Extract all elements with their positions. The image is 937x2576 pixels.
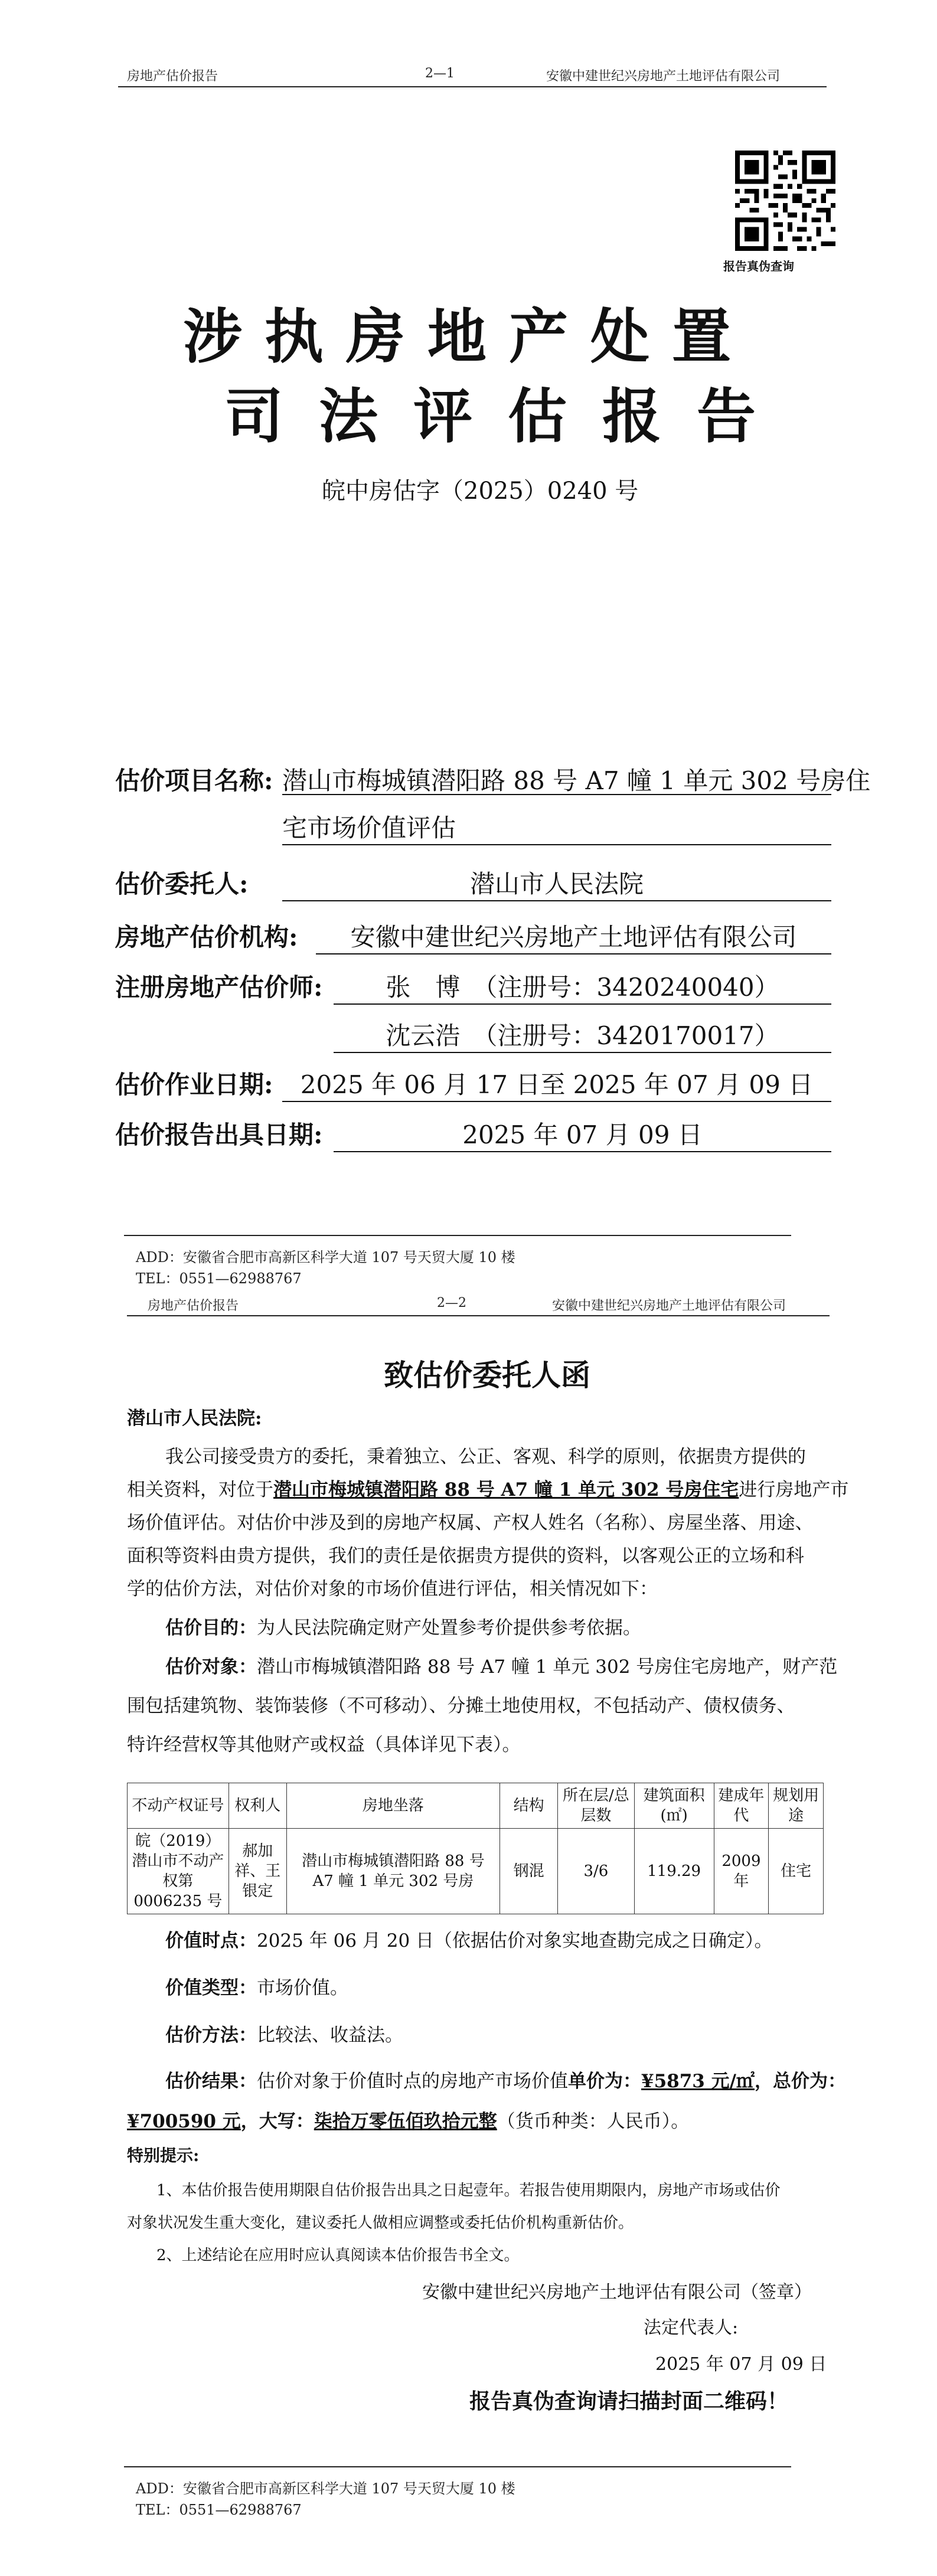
footer-tel: TEL：0551—62988767	[136, 1270, 302, 1287]
table-cell: 钢混	[500, 1829, 558, 1914]
method-label: 估价方法：	[165, 2025, 257, 2046]
signature-date: 2025 年 07 月 09 日	[655, 2354, 827, 2375]
method-text: 比较法、收益法。	[257, 2025, 403, 2046]
value-time-line	[165, 1924, 773, 1957]
agency-label: 房地产估价机构:	[115, 923, 298, 952]
table-header: 结构	[500, 1783, 558, 1829]
total-price-label: ，总价为：	[754, 2071, 846, 2092]
page-header-left: 房地产估价报告	[127, 69, 218, 84]
note2: 2、上述结论在应用时应认真阅读本估价报告书全文。	[156, 2247, 520, 2264]
issue-date-value: 2025 年 07 月 09 日	[334, 1116, 831, 1152]
qr-code-icon[interactable]	[735, 151, 835, 251]
table-cell: 皖（2019）潜山市不动产权第 0006235 号	[128, 1829, 229, 1914]
para1-line3: 场价值评估。对估价中涉及到的房地产权属、产权人姓名（名称）、房屋坐落、用途、	[127, 1512, 814, 1534]
table-cell: 2009 年	[714, 1829, 769, 1914]
project-underline	[282, 794, 831, 795]
para1-line2-post: 进行房地产市	[739, 1479, 849, 1501]
table-header: 规划用途	[769, 1783, 824, 1829]
table-header-row	[128, 1783, 824, 1829]
currency-note: （货币种类：人民币）。	[497, 2111, 690, 2132]
method-line	[165, 2019, 403, 2052]
para1-line2-pre: 相关资料，对位于	[127, 1479, 273, 1501]
letter-title: 致估价委托人函	[384, 1358, 590, 1392]
unit-price-value: ¥5873 元/㎡	[641, 2071, 755, 2092]
table-cell: 住宅	[769, 1829, 824, 1914]
value-time-label: 价值时点：	[165, 1930, 257, 1951]
property-table	[127, 1783, 824, 1914]
project-value-line1: 潜山市梅城镇潜阳路 88 号 A7 幢 1 单元 302 号房住	[282, 766, 871, 795]
table-header: 权利人	[228, 1783, 286, 1829]
page-header-company: 安徽中建世纪兴房地产土地评估有限公司	[552, 1299, 786, 1313]
value-type-line	[165, 1972, 348, 2005]
work-date-label: 估价作业日期:	[115, 1070, 273, 1099]
result-line2	[127, 2105, 689, 2138]
footer-tel: TEL：0551—62988767	[136, 2502, 302, 2518]
result-label: 估价结果：	[165, 2071, 257, 2092]
client-label: 估价委托人:	[115, 869, 249, 898]
para1-line1: 我公司接受贵方的委托，秉着独立、公正、客观、科学的原则，依据贵方提供的	[165, 1446, 806, 1467]
para1-line2	[127, 1473, 848, 1506]
report-title-line1: 涉执房地产处置	[183, 302, 753, 371]
page-header-left: 房地产估价报告	[148, 1299, 239, 1313]
page-header-number: 2—2	[437, 1296, 466, 1310]
purpose-label: 估价目的：	[165, 1617, 257, 1639]
appraiser-label: 注册房地产估价师:	[115, 973, 323, 1002]
para1-line4: 面积等资料由贵方提供，我们的责任是依据贵方提供的资料，以客观公正的立场和科	[127, 1545, 804, 1567]
property-address: 潜山市梅城镇潜阳路 88 号 A7 幢 1 单元 302 号房住宅	[273, 1479, 739, 1501]
qr-caption: 报告真伪查询	[723, 259, 794, 273]
page-header-company: 安徽中建世纪兴房地产土地评估有限公司	[546, 69, 781, 84]
work-date-value: 2025 年 06 月 17 日至 2025 年 07 月 09 日	[282, 1065, 831, 1102]
table-cell: 潜山市梅城镇潜阳路 88 号 A7 幢 1 单元 302 号房	[286, 1829, 499, 1914]
signature-representative: 法定代表人:	[644, 2317, 739, 2338]
object-text-1: 潜山市梅城镇潜阳路 88 号 A7 幢 1 单元 302 号房住宅房地产，财产范	[257, 1656, 838, 1678]
result-text: 估价对象于价值时点的房地产市场价值	[257, 2071, 568, 2092]
object-line2: 围包括建筑物、装饰装修（不可移动）、分摊土地使用权，不包括动产、债权债务、	[127, 1695, 795, 1717]
agency-value: 安徽中建世纪兴房地产土地评估有限公司	[316, 918, 831, 954]
table-header: 所在层/总层数	[558, 1783, 635, 1829]
table-cell: 3/6	[558, 1829, 635, 1914]
issue-date-label: 估价报告出具日期:	[115, 1120, 323, 1149]
signature-company: 安徽中建世纪兴房地产土地评估有限公司（签章）	[422, 2282, 812, 2303]
table-row	[128, 1829, 824, 1914]
table-header: 房地坐落	[286, 1783, 499, 1829]
object-label: 估价对象：	[165, 1656, 257, 1678]
header-rule	[127, 1315, 830, 1316]
header-rule	[118, 86, 827, 87]
object-line1	[165, 1650, 837, 1683]
result-line1	[165, 2065, 846, 2098]
note1-line2: 对象状况发生重大变化，建议委托人做相应调整或委托估价机构重新估价。	[127, 2214, 634, 2232]
table-cell: 119.29	[634, 1829, 714, 1914]
table-cell: 郝加祥、王银定	[228, 1829, 286, 1914]
para1-line5: 学的估价方法，对估价对象的市场价值进行评估，相关情况如下：	[127, 1578, 658, 1600]
client-value: 潜山市人民法院	[282, 865, 831, 901]
qr-verification-notice: 报告真伪查询请扫描封面二维码！	[469, 2389, 789, 2414]
report-title-line2: 司法评估报告	[224, 381, 791, 451]
object-line3: 特许经营权等其他财产或权益（具体详见下表）。	[127, 1734, 521, 1756]
purpose-line	[165, 1611, 641, 1645]
project-label: 估价项目名称:	[115, 766, 273, 795]
appraiser-1: 张 博 （注册号：3420240040）	[334, 968, 831, 1005]
note1-line1: 1、本估价报告使用期限自估价报告出具之日起壹年。若报告使用期限内，房地产市场或估价	[156, 2182, 781, 2199]
page-header-number: 2—1	[425, 66, 455, 81]
project-value-line2: 宅市场价值评估	[282, 809, 831, 845]
appraiser-2: 沈云浩 （注册号：3420170017）	[334, 1016, 831, 1053]
capital-amount-value: 柒拾万零伍佰玖拾元整	[314, 2111, 497, 2132]
addressee: 潜山市人民法院:	[127, 1408, 262, 1429]
capital-amount-label: ，大写：	[240, 2111, 314, 2132]
footer-address: ADD：安徽省合肥市高新区科学大道 107 号天贸大厦 10 楼	[136, 2480, 515, 2497]
table-header: 不动产权证号	[128, 1783, 229, 1829]
special-notice-label: 特别提示:	[127, 2146, 200, 2165]
value-type-text: 市场价值。	[257, 1977, 348, 1999]
purpose-text: 为人民法院确定财产处置参考价提供参考依据。	[257, 1617, 641, 1639]
footer-address: ADD：安徽省合肥市高新区科学大道 107 号天贸大厦 10 楼	[136, 1249, 515, 1266]
footer-rule	[124, 2466, 791, 2467]
report-number: 皖中房估字（2025）0240 号	[322, 478, 639, 505]
total-price-value: ¥700590 元	[127, 2111, 241, 2132]
table-header: 建筑面积(㎡)	[634, 1783, 714, 1829]
table-header: 建成年代	[714, 1783, 769, 1829]
value-time-text: 2025 年 06 月 20 日（依据估价对象实地查勘完成之日确定）。	[257, 1930, 773, 1951]
value-type-label: 价值类型：	[165, 1977, 257, 1999]
unit-price-label: 单价为：	[568, 2071, 641, 2092]
footer-rule	[124, 1235, 791, 1236]
